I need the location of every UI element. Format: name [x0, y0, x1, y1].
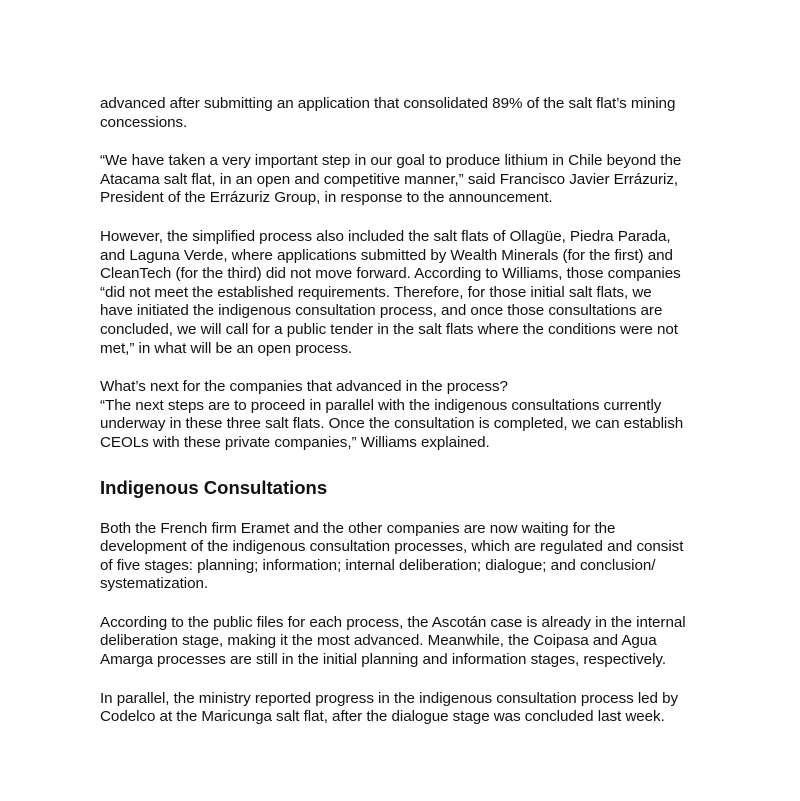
text-line: advanced after submitting an application that consolidated 89% of the salt flat’s mining — [100, 95, 676, 112]
paragraph-ascotan — [100, 614, 710, 670]
text-line: “The next steps are to proceed in parallel with the indigenous consultations currently — [100, 396, 662, 414]
paragraph-maricunga — [100, 690, 710, 727]
paragraph-eramet — [100, 520, 710, 594]
text-line: deliberation stage, making it the most advanced. Meanwhile, the Coipasa and Agua — [100, 632, 657, 650]
text-line: However, the simplified process also included the salt flats of Ollagüe, Piedra Parada, — [100, 227, 671, 245]
text-line: met,” in what will be an open process. — [100, 339, 353, 357]
paragraph-simplified-process — [100, 228, 710, 358]
text-line: In parallel, the ministry reported progress in the indigenous consultation process led by — [100, 689, 679, 707]
text-line: Both the French firm Eramet and the other companies are now waiting for the — [100, 519, 616, 537]
text-line: and Laguna Verde, where applications submitted by Wealth Minerals (for the first) and — [100, 246, 673, 264]
paragraph-errazuriz-quote — [100, 152, 710, 208]
paragraph-next-steps — [100, 378, 710, 452]
text-line: of five stages: planning; information; internal deliberation; dialogue; and conclusion/ — [100, 556, 656, 574]
text-line: concessions. — [100, 113, 188, 131]
text-line: development of the indigenous consultation processes, which are regulated and consist — [100, 538, 684, 556]
text-line: have initiated the indigenous consultation process, and once those consultations are — [100, 302, 663, 320]
text-line: President of the Errázuriz Group, in response to the announcement. — [100, 189, 553, 207]
text-line: “did not meet the established requirements. Therefore, for those initial salt flats, we — [100, 283, 652, 301]
text-line: According to the public files for each process, the Ascotán case is already in the internal — [100, 613, 686, 631]
article-body — [100, 95, 710, 747]
text-line: Atacama salt flat, in an open and competitive manner,” said Francisco Javier Errázuriz, — [100, 170, 679, 188]
text-line: concluded, we will call for a public tender in the salt flats where the conditions were not — [100, 320, 678, 338]
text-line: “We have taken a very important step in our goal to produce lithium in Chile beyond the — [100, 152, 682, 170]
text-line: underway in these three salt flats. Once the consultation is completed, we can establish — [100, 415, 684, 433]
text-line: Codelco at the Maricunga salt flat, after the dialogue stage was concluded last week. — [100, 708, 665, 726]
text-line: systematization. — [100, 575, 209, 593]
section-heading: Indigenous Consultations — [100, 476, 328, 498]
text-line: CleanTech (for the third) did not move forward. According to Williams, those companies — [100, 265, 681, 283]
text-line: Amarga processes are still in the initial planning and information stages, respectively. — [100, 651, 666, 669]
paragraph-concessions — [100, 95, 710, 132]
text-line: What’s next for the companies that advanced in the process? — [100, 378, 508, 396]
text-line: CEOLs with these private companies,” Williams explained. — [100, 433, 490, 451]
